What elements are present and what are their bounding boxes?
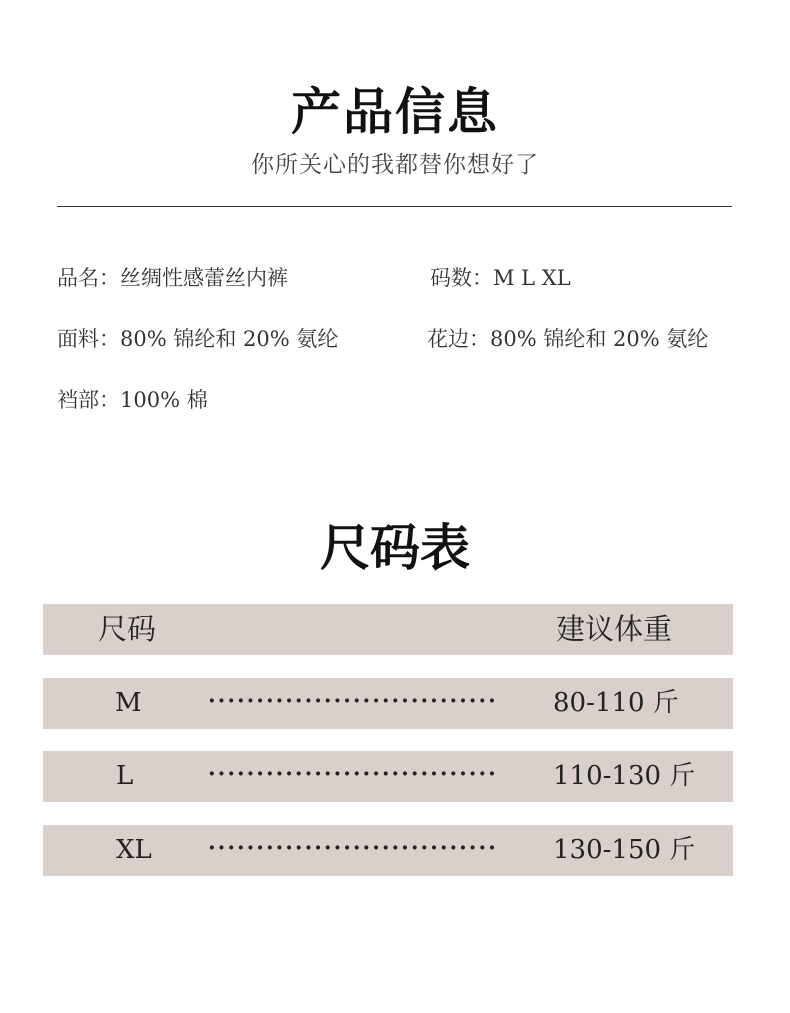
size-cell: M — [115, 688, 142, 718]
product-name: 品名：丝绸性感蕾丝内裤 — [57, 266, 288, 290]
leader-dots: ······························ — [208, 688, 498, 714]
table-row — [43, 751, 733, 802]
lace-composition: 花边：80% 锦纶和 20% 氨纶 — [427, 327, 709, 351]
fabric-composition: 面料：80% 锦纶和 20% 氨纶 — [57, 327, 339, 351]
weight-cell: 110-130 斤 — [553, 761, 696, 791]
column-weight-header: 建议体重 — [556, 612, 673, 646]
leader-dots: ······························ — [208, 761, 498, 787]
table-row — [43, 678, 733, 729]
crotch-composition: 裆部：100% 棉 — [57, 388, 208, 412]
column-size-header: 尺码 — [98, 612, 157, 646]
leader-dots: ······························ — [208, 835, 498, 861]
table-row — [43, 825, 733, 876]
divider — [57, 206, 732, 207]
size-chart-title: 尺码表 — [320, 519, 470, 577]
size-cell: L — [116, 761, 134, 791]
page-title: 产品信息 — [291, 83, 499, 141]
size-chart-header — [43, 604, 733, 655]
weight-cell: 130-150 斤 — [553, 835, 696, 865]
weight-cell: 80-110 斤 — [553, 688, 679, 718]
product-sizes: 码数：M L XL — [430, 266, 571, 290]
page-subtitle: 你所关心的我都替你想好了 — [251, 152, 539, 178]
size-cell: XL — [116, 835, 152, 865]
